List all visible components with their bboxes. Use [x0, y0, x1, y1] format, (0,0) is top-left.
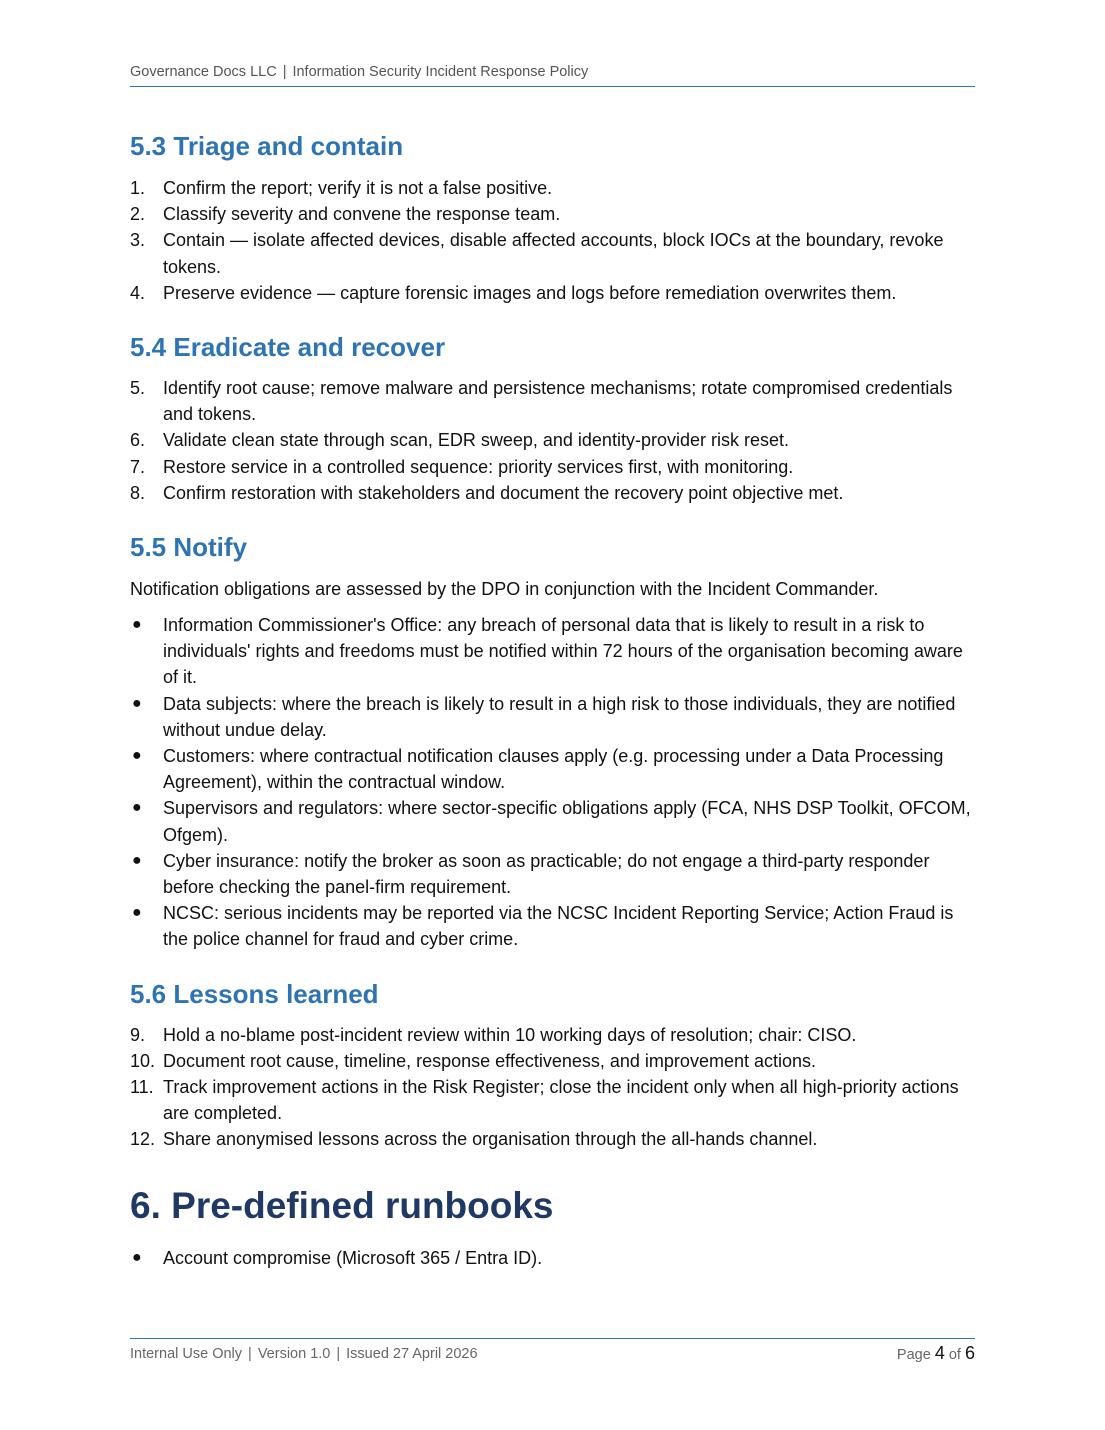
- header-document-title: Information Security Incident Response Policy: [292, 64, 589, 80]
- list-item-text: Information Commissioner's Office: any breach of personal data that is likely to result in a risk to individuals' rights and freedoms must be notified within 72 hours of the organisation becoming aware of it.: [163, 615, 963, 688]
- footer-issued: Issued 27 April 2026: [346, 1346, 478, 1362]
- list-item-text: Share anonymised lessons across the organisation through the all-hands channel.: [163, 1129, 818, 1150]
- section-heading-5-3: 5.3 Triage and contain: [130, 131, 404, 161]
- list-number: 7.: [130, 456, 146, 477]
- bullet: ●: [132, 904, 142, 922]
- list-item: [130, 375, 975, 427]
- list-item: [130, 691, 975, 743]
- list-item-text: Track improvement actions in the Risk Register; close the incident only when all high-priority actions are completed.: [163, 1077, 959, 1124]
- page-word: Page: [896, 1347, 931, 1363]
- bullet: ●: [132, 694, 142, 712]
- footer-classification: Internal Use Only: [130, 1346, 243, 1362]
- document-body: [130, 128, 975, 1271]
- list-item-text: Supervisors and regulators: where sector-specific obligations apply (FCA, NHS DSP Toolkit, OFCOM, Ofgem).: [163, 798, 971, 845]
- list-item-text: NCSC: serious incidents may be reported via the NCSC Incident Reporting Service; Action Fraud is the police channel for fraud and cyber crime.: [163, 903, 954, 950]
- bullet: ●: [132, 851, 142, 869]
- page-current: 4: [934, 1343, 945, 1363]
- bullet: ●: [132, 747, 142, 765]
- runbooks-list: [130, 1245, 975, 1271]
- list-item-text: Validate clean state through scan, EDR sweep, and identity-provider risk reset.: [163, 430, 789, 451]
- chapter-heading-6: 6. Pre-defined runbooks: [130, 1184, 554, 1226]
- list-item-text: Customers: where contractual notification clauses apply (e.g. processing under a Data Processing Agreement), within the contractual window.: [163, 746, 944, 793]
- eradicate-recover-list: [130, 375, 975, 506]
- page-footer: [130, 1338, 975, 1363]
- notify-list: [130, 612, 975, 953]
- page-header: [130, 64, 975, 87]
- list-item: [130, 1126, 975, 1152]
- list-item: [130, 227, 975, 279]
- list-number: 10.: [130, 1050, 156, 1071]
- footer-separator: |: [336, 1346, 341, 1362]
- list-item-text: Preserve evidence — capture forensic images and logs before remediation overwrites them.: [163, 282, 897, 303]
- list-number: 8.: [130, 482, 146, 503]
- page-total: 6: [964, 1343, 975, 1363]
- section-heading-5-6: 5.6 Lessons learned: [130, 978, 379, 1009]
- bullet: ●: [132, 1248, 142, 1266]
- list-number: 2.: [130, 204, 146, 225]
- list-item-text: Confirm restoration with stakeholders and document the recovery point objective met.: [163, 482, 844, 503]
- footer-version: Version 1.0: [257, 1346, 331, 1362]
- list-item-text: Hold a no-blame post-incident review within 10 working days of resolution; chair: CISO.: [163, 1024, 857, 1045]
- footer-info: [130, 1346, 478, 1362]
- list-number: 1.: [130, 178, 146, 198]
- list-item-text: Data subjects: where the breach is likely to result in a high risk to those individuals, they are notified without undue delay.: [163, 693, 956, 740]
- list-item-text: Confirm the report; verify it is not a false positive.: [163, 178, 553, 198]
- list-item: [130, 480, 975, 506]
- list-item: [130, 795, 975, 847]
- list-item: [130, 1022, 975, 1048]
- list-number: 6.: [130, 430, 146, 451]
- header-separator: |: [282, 64, 287, 80]
- section-heading-5-4: 5.4 Eradicate and recover: [130, 332, 446, 363]
- list-item: [130, 612, 975, 691]
- list-item: [130, 1074, 975, 1126]
- triage-contain-list: [130, 175, 975, 306]
- page-number: [897, 1343, 975, 1364]
- list-item: [130, 1245, 975, 1271]
- bullet: ●: [132, 616, 142, 634]
- of-word: of: [948, 1347, 961, 1363]
- list-item-text: Identify root cause; remove malware and persistence mechanisms; rotate compromised credentials and tokens.: [163, 378, 953, 425]
- list-item: [130, 427, 975, 453]
- list-item-text: Account compromise (Microsoft 365 / Entra ID).: [163, 1247, 543, 1268]
- bullet: ●: [132, 799, 142, 817]
- list-item: [130, 1048, 975, 1074]
- list-item: [130, 848, 975, 900]
- notify-intro: Notification obligations are assessed by the DPO in conjunction with the Incident Commander.: [130, 579, 879, 600]
- list-item: [130, 280, 975, 306]
- section-heading-5-5: 5.5 Notify: [130, 532, 248, 563]
- list-item-text: Classify severity and convene the response team.: [163, 204, 561, 225]
- list-item-text: Cyber insurance: notify the broker as soon as practicable; do not engage a third-party responder before checking the panel-firm requirement.: [163, 850, 930, 898]
- lessons-learned-list: [130, 1022, 975, 1153]
- list-item: [130, 900, 975, 952]
- list-item: [130, 201, 975, 227]
- list-number: 9.: [130, 1024, 146, 1045]
- list-number: 3.: [130, 230, 146, 251]
- list-number: 11.: [130, 1077, 154, 1098]
- list-number: 4.: [130, 282, 146, 303]
- list-item-text: Restore service in a controlled sequence: priority services first, with monitoring.: [163, 456, 794, 477]
- header-company: Governance Docs LLC: [130, 64, 277, 80]
- list-item: [130, 175, 975, 201]
- list-number: 5.: [130, 378, 146, 399]
- footer-separator: |: [248, 1346, 252, 1362]
- list-number: 12.: [130, 1129, 156, 1150]
- list-item-text: Document root cause, timeline, response effectiveness, and improvement actions.: [163, 1050, 817, 1071]
- list-item: [130, 743, 975, 795]
- list-item-text: Contain — isolate affected devices, disable affected accounts, block IOCs at the boundary, revoke tokens.: [163, 230, 944, 277]
- list-item: [130, 454, 975, 480]
